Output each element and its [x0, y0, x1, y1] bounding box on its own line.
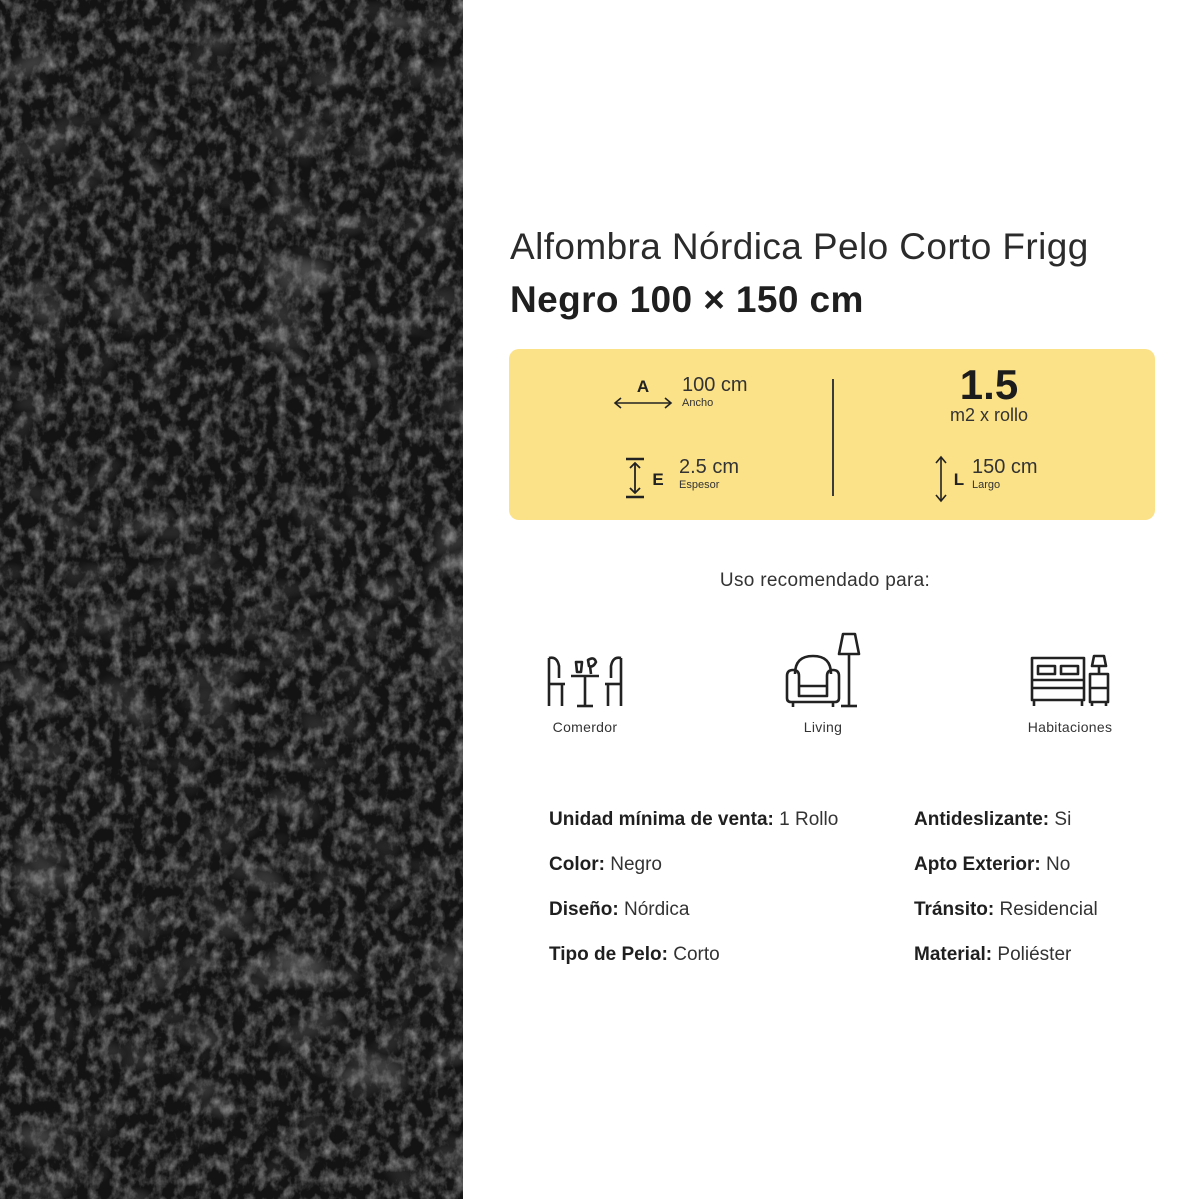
property-value: No: [1040, 854, 1071, 875]
product-info-panel: [463, 0, 1200, 1199]
property-key: Apto Exterior:: [914, 854, 1041, 875]
width-letter: A: [636, 377, 650, 396]
property-row: [549, 940, 838, 985]
length-letter: L: [953, 470, 965, 489]
properties-right: [914, 805, 1098, 985]
property-value: Si: [1049, 809, 1072, 830]
length-arrow-icon: [931, 453, 971, 510]
length-label: Largo: [972, 479, 1001, 491]
property-key: Tipo de Pelo:: [549, 944, 668, 965]
bed-icon: [1028, 695, 1112, 712]
width-label: Ancho: [682, 397, 714, 409]
length-value: 150 cm: [972, 456, 1038, 478]
use-label-living: Living: [803, 719, 843, 735]
roll-area-value: 1.5: [959, 361, 1019, 408]
property-row: [914, 805, 1098, 850]
property-key: Material:: [914, 944, 993, 965]
use-item-dining: [535, 652, 635, 735]
use-item-bedroom: [1015, 652, 1125, 735]
property-row: [914, 895, 1098, 940]
thickness-letter: E: [652, 470, 664, 489]
property-row: [914, 940, 1098, 985]
property-key: Tránsito:: [914, 899, 995, 920]
property-key: Unidad mínima de venta:: [549, 809, 774, 830]
use-item-living: [773, 630, 873, 735]
width-arrow-icon: [612, 375, 674, 416]
property-row: [549, 895, 838, 940]
property-value: Residencial: [994, 899, 1098, 920]
product-subtitle: Negro 100 × 150 cm: [510, 279, 864, 320]
property-value: Nórdica: [618, 899, 690, 920]
thickness-icon: [622, 455, 674, 506]
property-key: Antideslizante:: [914, 809, 1050, 830]
roll-area-unit: m2 x rollo: [949, 405, 1029, 425]
property-row: [914, 850, 1098, 895]
spec-box: [509, 349, 1155, 520]
property-value: Negro: [604, 854, 662, 875]
dining-table-icon: [543, 695, 627, 712]
product-title: Alfombra Nórdica Pelo Corto Frigg: [510, 226, 1089, 267]
spec-width: [682, 375, 748, 410]
recommended-use-title: Uso recomendado para:: [719, 570, 931, 591]
property-value: Corto: [667, 944, 720, 965]
property-value: Poliéster: [992, 944, 1072, 965]
thickness-value: 2.5 cm: [679, 456, 740, 478]
spec-thickness: [679, 457, 739, 492]
property-key: Diseño:: [549, 899, 619, 920]
property-row: [549, 850, 838, 895]
use-label-dining: Comerdor: [552, 719, 618, 735]
property-key: Color:: [549, 854, 605, 875]
rug-texture-image: [0, 0, 463, 1199]
width-value: 100 cm: [682, 374, 748, 396]
property-row: [549, 805, 838, 850]
properties-left: [549, 805, 838, 985]
property-value: 1 Rollo: [773, 809, 839, 830]
use-label-bedroom: Habitaciones: [1027, 719, 1113, 735]
armchair-lamp-icon: [781, 695, 865, 712]
thickness-label: Espesor: [679, 479, 720, 491]
spec-length: [972, 457, 1038, 492]
spec-divider: [832, 379, 834, 496]
